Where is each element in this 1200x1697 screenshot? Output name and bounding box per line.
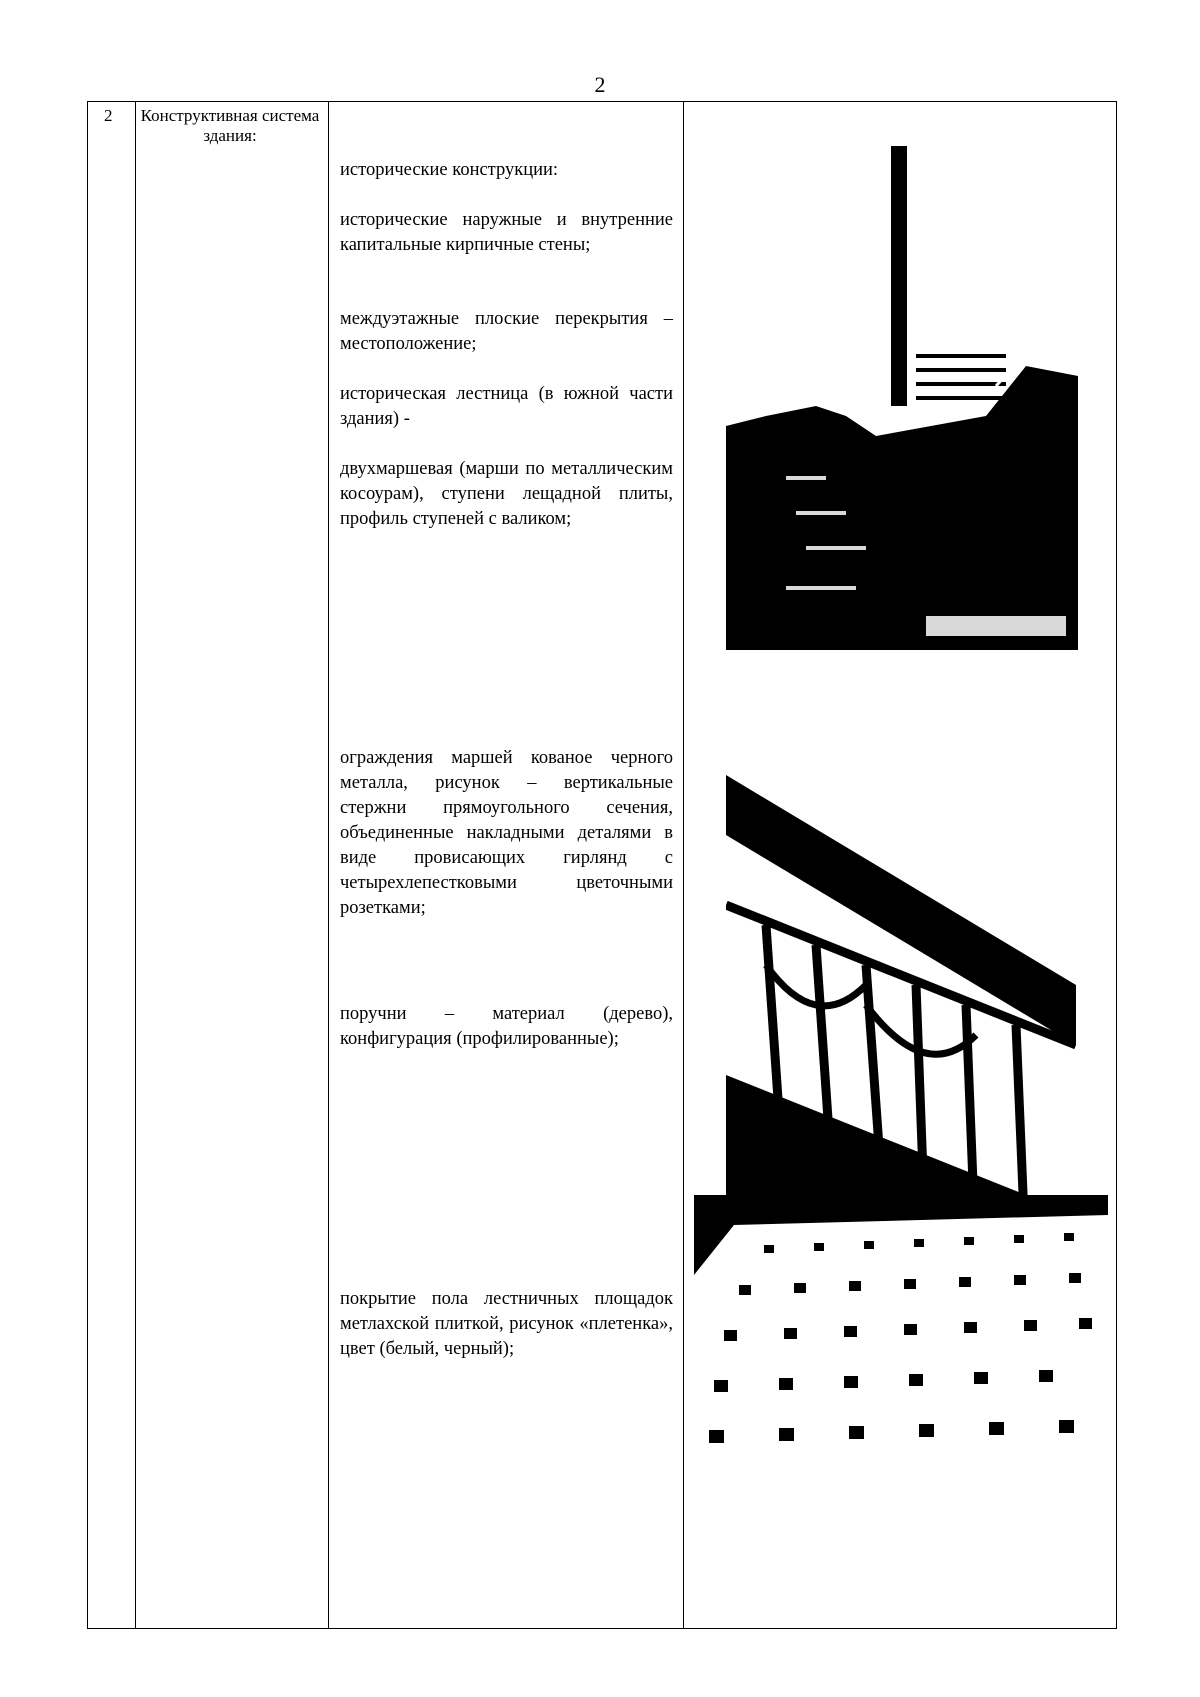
paragraph-historical-structures: исторические конструкции: <box>340 160 559 180</box>
column-divider <box>683 102 684 1628</box>
floor-tiles-photo <box>694 1195 1108 1475</box>
railing-photo <box>726 745 1076 1268</box>
column-divider <box>135 102 136 1628</box>
paragraph-railings: ограждения маршей кованое черного металла, рисунок – вертикальные стержни прямоугольного сечения, объединенные накладными деталями в виде провисающих гирлянд с четырехлепестковыми цветочными розетками; <box>340 748 673 918</box>
paragraph-floors: междуэтажные плоские перекрытия – местоположение; <box>340 309 673 354</box>
row-category: Конструктивная система здания: <box>140 106 320 145</box>
paragraph-floor-tiles: покрытие пола лестничных площадок метлахской плиткой, рисунок «плетенка», цвет (белый, черный); <box>340 1289 673 1359</box>
staircase-photo <box>726 116 1078 650</box>
paragraph-handrails: поручни – материал (дерево), конфигурация (профилированные); <box>340 1004 673 1049</box>
description-table <box>87 101 1117 1629</box>
page-number: 2 <box>594 72 606 97</box>
paragraph-flights: двухмаршевая (марши по металлическим косоурам), ступени лещадной плиты, профиль ступеней с валиком; <box>340 459 673 529</box>
paragraph-walls: исторические наружные и внутренние капитальные кирпичные стены; <box>340 210 673 255</box>
row-number: 2 <box>104 106 113 125</box>
column-divider <box>328 102 329 1628</box>
paragraph-staircase: историческая лестница (в южной части здания) - <box>340 384 673 429</box>
